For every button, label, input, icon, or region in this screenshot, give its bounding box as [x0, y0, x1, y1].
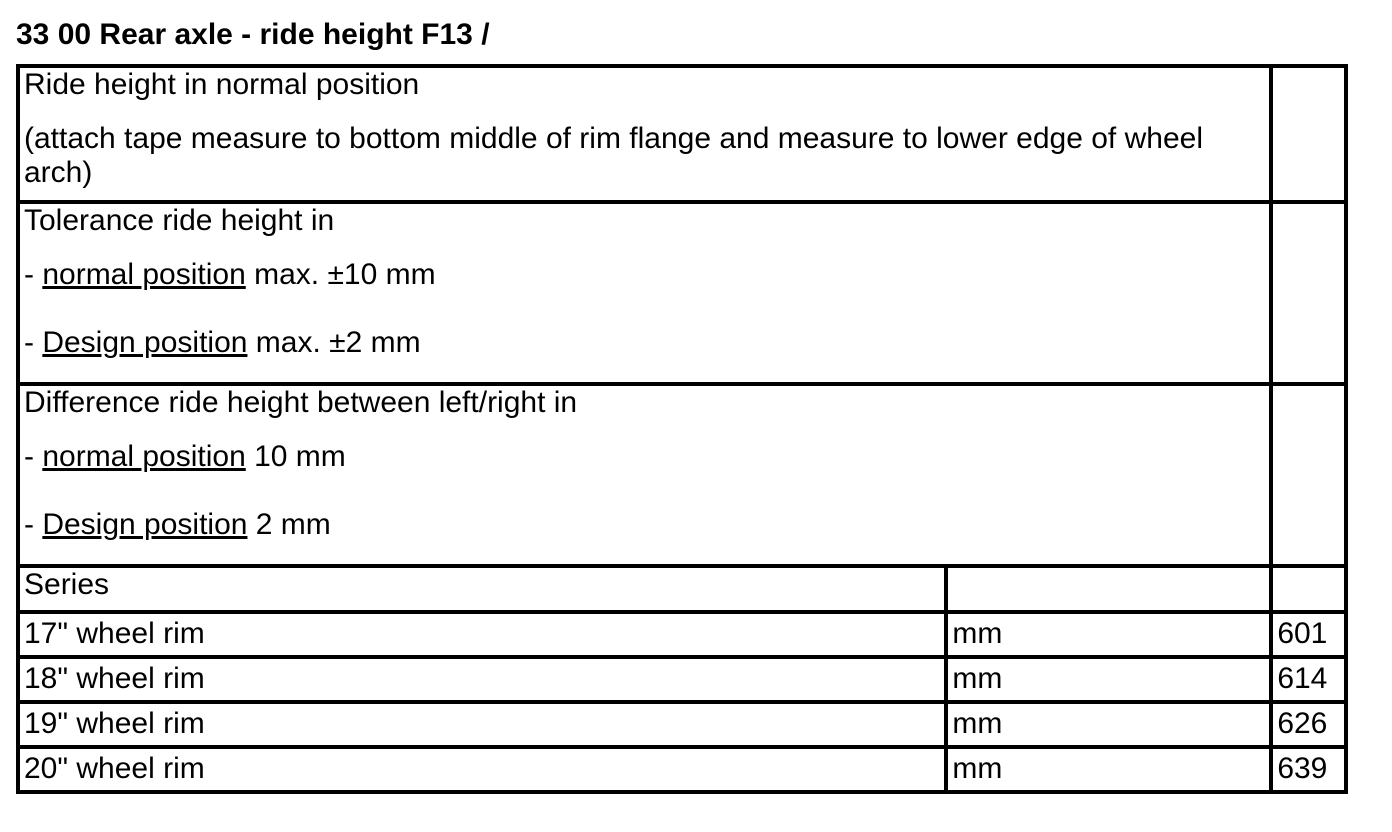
tolerance-row	[18, 202, 1346, 384]
series-value-cell	[1271, 566, 1346, 612]
rim-size-cell: 20" wheel rim	[18, 747, 946, 792]
difference-heading: Difference ride height between left/right in	[24, 386, 578, 419]
unit-cell: mm	[946, 612, 1271, 657]
ride-height-spec-table	[16, 64, 1348, 794]
difference-cell	[18, 384, 1271, 566]
unit-cell: mm	[946, 702, 1271, 747]
tolerance-design-label: Design position	[42, 326, 248, 359]
list-dash: -	[24, 258, 43, 291]
ride-height-heading: Ride height in normal position	[24, 68, 420, 101]
ride-height-value: 601	[1271, 612, 1346, 657]
list-dash: -	[24, 508, 43, 541]
tolerance-design-item	[24, 326, 1269, 360]
tolerance-heading: Tolerance ride height in	[24, 204, 335, 237]
table-row	[18, 612, 1346, 657]
tolerance-normal-label: normal position	[42, 258, 246, 291]
difference-normal-label: normal position	[42, 440, 246, 473]
ride-height-value: 614	[1271, 657, 1346, 702]
page-title: 33 00 Rear axle - ride height F13 /	[16, 18, 490, 51]
difference-design-item	[24, 508, 1269, 542]
series-header-row	[18, 566, 1346, 612]
table-row	[18, 657, 1346, 702]
series-label-cell: Series	[18, 566, 946, 612]
table-row	[18, 747, 1346, 792]
difference-normal-value: 10 mm	[245, 440, 346, 473]
tolerance-normal-item	[24, 258, 1269, 292]
unit-cell: mm	[946, 747, 1271, 792]
ride-height-value: 639	[1271, 747, 1346, 792]
tolerance-value-cell	[1271, 202, 1346, 384]
difference-row	[18, 384, 1346, 566]
series-unit-cell	[946, 566, 1271, 612]
difference-normal-item	[24, 440, 1269, 474]
list-dash: -	[24, 326, 43, 359]
tolerance-design-value: max. ±2 mm	[247, 326, 421, 359]
list-dash: -	[24, 440, 43, 473]
ride-height-cell	[18, 66, 1271, 202]
ride-height-value-cell	[1271, 66, 1346, 202]
difference-design-label: Design position	[42, 508, 248, 541]
difference-design-value: 2 mm	[247, 508, 331, 541]
tolerance-cell	[18, 202, 1271, 384]
ride-height-note: (attach tape measure to bottom middle of rim flange and measure to lower edge of wheel arch)	[24, 122, 1203, 189]
table-row	[18, 702, 1346, 747]
ride-height-row	[18, 66, 1346, 202]
unit-cell: mm	[946, 657, 1271, 702]
rim-size-cell: 18" wheel rim	[18, 657, 946, 702]
tolerance-normal-value: max. ±10 mm	[245, 258, 436, 291]
ride-height-value: 626	[1271, 702, 1346, 747]
difference-value-cell	[1271, 384, 1346, 566]
rim-size-cell: 19" wheel rim	[18, 702, 946, 747]
rim-size-cell: 17" wheel rim	[18, 612, 946, 657]
